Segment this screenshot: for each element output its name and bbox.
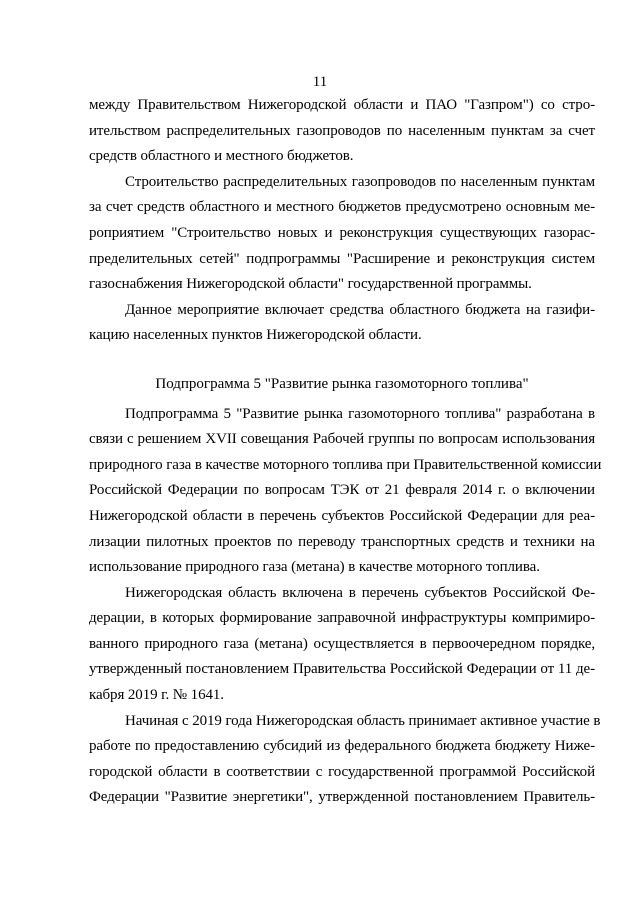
text-line: роприятием "Строительство новых и реконструкция существующих газорас-	[89, 224, 595, 241]
text-line: Строительство распределительных газопроводов по населенным пунктам	[125, 173, 595, 190]
text-line: городской области в соответствии с государственной программой Российской	[89, 763, 595, 780]
text-line: Подпрограмма 5 "Развитие рынка газомоторного топлива" разработана в	[125, 405, 595, 422]
text-line: Данное мероприятие включает средства областного бюджета на газифи-	[125, 301, 595, 318]
text-line: дерации, в которых формирование заправочной инфраструктуры компримиро-	[89, 610, 595, 627]
text-line: Нижегородская область включена в перечень субъектов Российской Фе-	[125, 584, 595, 601]
text-line: ительством распределительных газопроводов по населенным пунктам за счет	[89, 122, 595, 139]
text-line: утвержденный постановлением Правительства Российской Федерации от 11 де-	[89, 661, 595, 678]
paragraph	[89, 581, 595, 709]
text-line: ванного природного газа (метана) осуществляется в первоочередном порядке,	[89, 635, 595, 652]
text-line: пределительных сетей" подпрограммы "Расширение и реконструкция систем	[89, 250, 595, 267]
paragraph	[89, 93, 595, 170]
text-line: средств областного и местного бюджетов.	[89, 148, 354, 165]
page-number: 11	[312, 74, 328, 90]
text-line: кабря 2019 г. № 1641.	[89, 687, 224, 704]
paragraph	[89, 709, 601, 811]
text-line: природного газа в качестве моторного топлива при Правительственной комиссии	[89, 456, 602, 473]
text-line: использование природного газа (метана) в качестве моторного топлива.	[89, 559, 540, 576]
text-line: работе по предоставлению субсидий из федерального бюджета бюджету Ниже-	[89, 738, 595, 755]
text-line: Нижегородской области в перечень субъектов Российской Федерации для реа-	[89, 507, 595, 524]
paragraph	[89, 298, 595, 349]
section-heading: Подпрограмма 5 "Развитие рынка газомоторного топлива"	[155, 375, 529, 392]
text-line: Начиная с 2019 года Нижегородская область принимает активное участие в	[125, 712, 601, 729]
text-line: между Правительством Нижегородской области и ПАО "Газпром") со стро-	[89, 97, 595, 113]
text-line: кацию населенных пунктов Нижегородской области.	[89, 327, 422, 344]
text-line: Российской Федерации по вопросам ТЭК от 21 февраля 2014 г. о включении	[89, 482, 595, 499]
text-line: газоснабжения Нижегородской области" государственной программы.	[89, 276, 532, 293]
paragraph	[89, 170, 595, 298]
paragraph	[89, 402, 602, 581]
text-line: Федерации "Развитие энергетики", утвержденной постановлением Правитель-	[89, 789, 595, 806]
document-body	[89, 93, 602, 811]
text-line: лизации пилотных проектов по переводу транспортных средств и техники на	[89, 533, 595, 550]
text-line: за счет средств областного и местного бюджетов предусмотрено основным ме-	[89, 199, 595, 216]
text-line: связи с решением XVII совещания Рабочей группы по вопросам использования	[89, 431, 595, 448]
